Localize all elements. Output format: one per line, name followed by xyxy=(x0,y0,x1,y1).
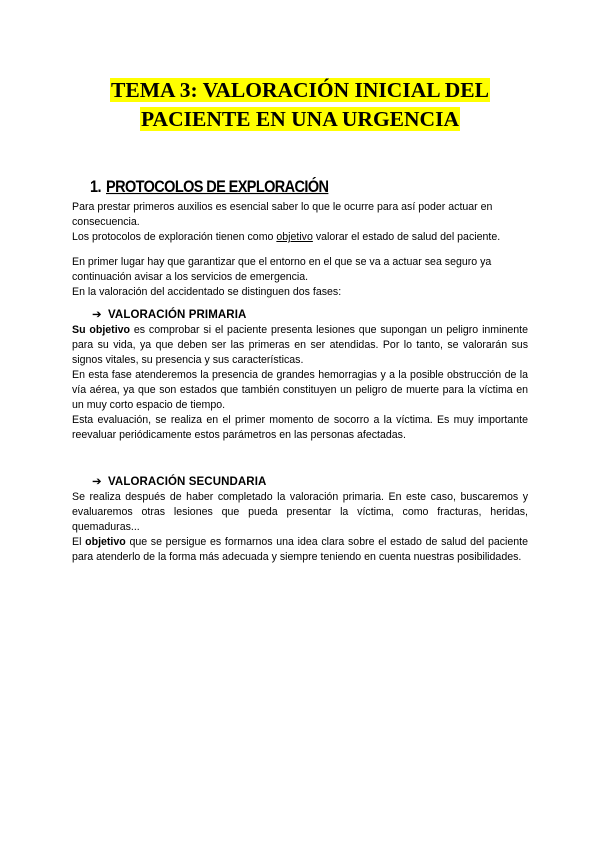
paragraph: En primer lugar hay que garantizar que el entorno en el que se va a actuar sea seguro ya continuación avisar a los servicios de emergencia. xyxy=(72,256,492,283)
paragraph xyxy=(72,323,528,368)
subheading-text: VALORACIÓN SECUNDARIA xyxy=(108,476,267,488)
text-run: valorar el estado de salud del paciente. xyxy=(312,231,501,243)
paragraph: En esta fase atenderemos la presencia de grandes hemorragias y a la posible obstrucción de la vía aérea, ya que son estados que también constituyen un peligro de muerte para la víctima en un muy corto espacio de tiempo. xyxy=(72,369,528,411)
arrow-icon: ➔ xyxy=(92,309,102,321)
secundaria-body xyxy=(72,490,528,565)
paragraph: Para prestar primeros auxilios es esencial saber lo que le ocurre para así poder actuar en consecuencia. xyxy=(72,201,493,228)
bold-text: objetivo xyxy=(85,536,126,548)
paragraph xyxy=(72,535,528,565)
subheading-secundaria xyxy=(92,474,266,488)
section1-intro xyxy=(72,200,528,245)
paragraph: En la valoración del accidentado se distinguen dos fases: xyxy=(72,286,342,298)
text-run: que se persigue es formarnos una idea clara sobre el estado de salud del paciente para atenderlo de la forma más adecuada y siempre teniendo en cuenta nuestras posibilidades. xyxy=(72,536,528,563)
text-run: El xyxy=(72,536,86,548)
title-line-1: TEMA 3: VALORACIÓN INICIAL DEL xyxy=(111,78,489,102)
title-line-2: PACIENTE EN UNA URGENCIA xyxy=(141,107,459,131)
section-heading-protocolos xyxy=(90,178,328,196)
bold-text: Su objetivo xyxy=(72,324,131,336)
subheading-text: VALORACIÓN PRIMARIA xyxy=(108,309,247,321)
underlined-word: objetivo xyxy=(276,231,313,243)
text-run: Los protocolos de exploración tienen como xyxy=(72,231,277,243)
subheading-primaria xyxy=(92,307,246,321)
document-title xyxy=(0,76,600,134)
paragraph: Se realiza después de haber completado la valoración primaria. En este caso, buscaremos y evaluaremos otras lesiones que pueda presentar la víctima, como fracturas, heridas, quemaduras... xyxy=(72,491,528,533)
section-heading-text: PROTOCOLOS DE EXPLORACIÓN xyxy=(106,178,329,197)
section-number: 1. xyxy=(90,178,101,197)
arrow-icon: ➔ xyxy=(92,476,102,488)
paragraph xyxy=(72,230,528,245)
text-run: es comprobar si el paciente presenta lesiones que supongan un peligro inminente para su vida, ya que deben ser las primeras en ser atendidas. Por lo tanto, se valorarán sus signos vitales, su presencia y sus características. xyxy=(72,324,528,366)
paragraph: Esta evaluación, se realiza en el primer momento de socorro a la víctima. Es muy importante reevaluar periódicamente estos parámetros en las personas afectadas. xyxy=(72,414,528,441)
section1-body xyxy=(72,255,528,300)
primaria-body xyxy=(72,323,528,443)
